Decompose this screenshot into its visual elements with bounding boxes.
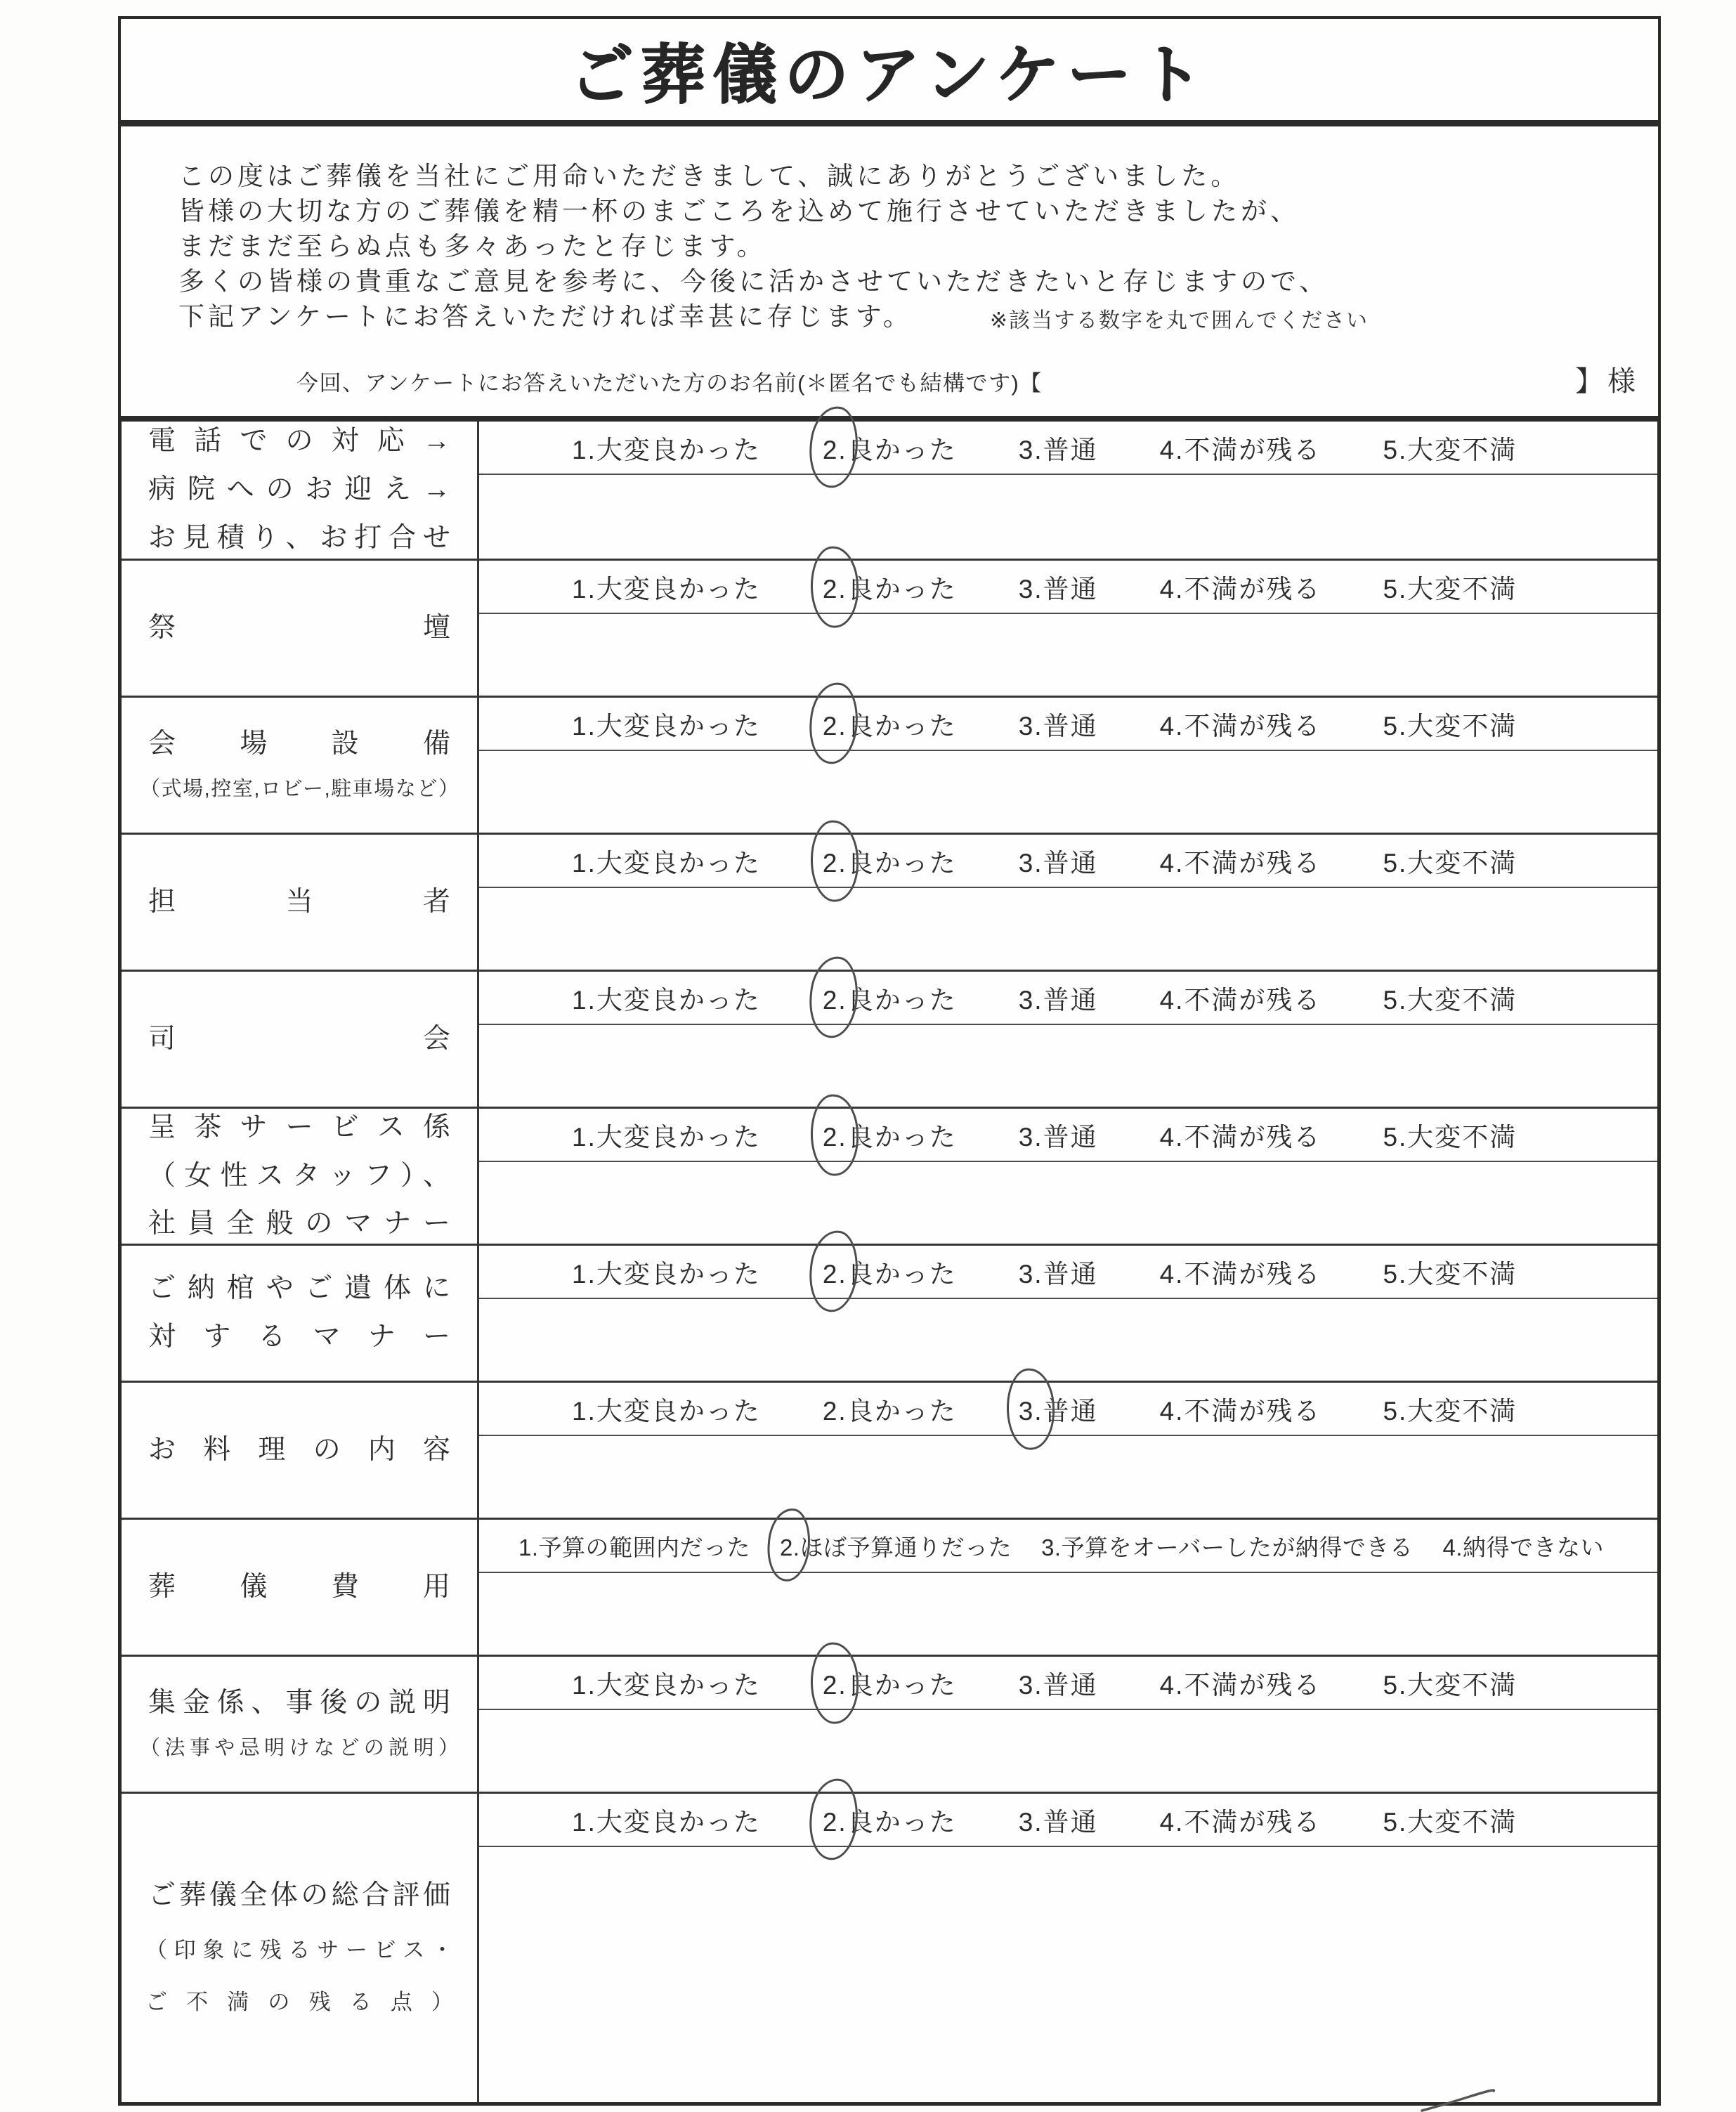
option-number: 2. xyxy=(823,712,847,741)
answer-cell xyxy=(479,1520,1657,1655)
rating-option: 3.普通 xyxy=(1018,1808,1098,1837)
options-row xyxy=(479,561,1657,613)
option-number: 2. xyxy=(823,1671,847,1700)
options-row xyxy=(479,1246,1657,1298)
row-label-line: お見積り、お打合せ xyxy=(148,522,450,553)
rating-option: 3.普通 xyxy=(1018,1260,1098,1289)
row-label-subline: （法事や忌明けなどの説明） xyxy=(140,1736,459,1759)
comment-area xyxy=(479,887,1657,970)
comment-area xyxy=(479,1298,1657,1381)
row-label-line: ご葬儀全体の総合評価 xyxy=(148,1879,450,1910)
row-label-cell xyxy=(122,1794,479,2102)
option-number: 2. xyxy=(823,1260,847,1289)
row-label-cell xyxy=(122,698,479,833)
row-label-line: （女性スタッフ）、 xyxy=(148,1160,450,1191)
survey-table xyxy=(118,418,1661,2106)
rating-option: 5.大変不満 xyxy=(1383,986,1518,1015)
survey-row xyxy=(122,1107,1657,1244)
rating-option: 3. 普通 xyxy=(1019,1390,1098,1428)
answer-cell xyxy=(479,698,1657,833)
rating-option: 4.不満が残る xyxy=(1159,849,1321,878)
rating-option: 3.普通 xyxy=(1018,575,1098,604)
option-number: 2. xyxy=(823,1123,847,1152)
row-label-cell xyxy=(122,1109,479,1244)
rating-option: 4.不満が残る xyxy=(1159,1808,1321,1837)
row-label-line: お料理の内容 xyxy=(148,1434,450,1465)
page-title: ご葬儀のアンケート xyxy=(568,39,1210,111)
option-number: 2. xyxy=(823,575,847,604)
answer-cell xyxy=(479,1383,1657,1518)
rating-option: 2. 良かった xyxy=(823,979,957,1017)
rating-option: 3.普通 xyxy=(1018,986,1098,1015)
rating-option: 4.不満が残る xyxy=(1159,436,1321,464)
rating-option: 1.大変良かった xyxy=(572,849,761,878)
survey-row xyxy=(122,1381,1657,1518)
rating-option: 2.良かった xyxy=(822,1397,957,1426)
option-number: 2. xyxy=(823,1808,847,1837)
rating-option: 4.不満が残る xyxy=(1159,1397,1321,1426)
comment-area xyxy=(479,1161,1657,1244)
comment-area xyxy=(479,474,1657,559)
survey-row xyxy=(122,559,1657,696)
intro-box xyxy=(118,124,1661,418)
comment-area xyxy=(479,613,1657,696)
rating-option: 2. 良かった xyxy=(823,1801,957,1839)
option-number: 3. xyxy=(1019,1397,1043,1426)
intro-line: 多くの皆様の貴重なご意見を参考に、今後に活かさせていただきたいと存じますので、 xyxy=(178,267,1329,296)
row-label-line: 会場設備 xyxy=(148,728,450,759)
rating-option: 4.不満が残る xyxy=(1159,986,1321,1015)
answer-cell xyxy=(479,835,1657,970)
rating-option: 4.不満が残る xyxy=(1159,1671,1321,1700)
survey-row xyxy=(122,1792,1657,2102)
rating-option: 3.普通 xyxy=(1018,712,1098,741)
options-row xyxy=(479,972,1657,1024)
rating-option: 3.普通 xyxy=(1018,849,1098,878)
rating-option: 5.大変不満 xyxy=(1383,1260,1518,1289)
row-label-line: 呈茶サービス係 xyxy=(148,1112,450,1142)
survey-row xyxy=(122,1244,1657,1381)
rating-option: 3.普通 xyxy=(1018,436,1098,464)
rating-option: 5.大変不満 xyxy=(1383,575,1518,604)
intro-line: この度はご葬儀を当社にご用命いただきまして、誠にありがとうございました。 xyxy=(178,162,1241,190)
options-row xyxy=(479,1657,1657,1709)
rating-option: 1.大変良かった xyxy=(572,436,761,464)
rating-option: 2. 良かった xyxy=(823,1253,957,1291)
intro-line-text: 下記アンケートにお答えいただければ幸甚に存じます。 xyxy=(178,302,913,331)
survey-row xyxy=(122,696,1657,833)
intro-line: 皆様の大切な方のご葬儀を精一杯のまごころを込めて施行させていただきましたが、 xyxy=(178,197,1300,226)
rating-option: 1.大変良かった xyxy=(572,1808,761,1837)
comment-area xyxy=(479,1024,1657,1107)
comment-area xyxy=(479,750,1657,833)
answer-cell xyxy=(479,1794,1657,2102)
rating-option: 1.大変良かった xyxy=(572,575,761,604)
intro-line: まだまだ至らぬ点も多々あったと存じます。 xyxy=(178,232,766,261)
row-label-line: 葬儀費用 xyxy=(148,1571,450,1602)
answer-cell xyxy=(479,422,1657,559)
options-row xyxy=(479,698,1657,750)
survey-row xyxy=(122,1655,1657,1792)
rating-option: 5.大変不満 xyxy=(1383,1123,1518,1152)
row-label-line: 祭壇 xyxy=(148,612,450,643)
comment-area xyxy=(479,1572,1657,1655)
answer-cell xyxy=(479,1109,1657,1244)
rating-option: 1.大変良かった xyxy=(572,986,761,1015)
title-box xyxy=(118,16,1661,124)
rating-option: 4.不満が残る xyxy=(1159,1123,1321,1152)
rating-option: 4.不満が残る xyxy=(1159,575,1321,604)
rating-option: 2. 良かった xyxy=(823,429,957,467)
rating-option: 5.大変不満 xyxy=(1383,712,1518,741)
row-label-cell xyxy=(122,1520,479,1655)
row-label-cell xyxy=(122,1246,479,1381)
row-label-cell xyxy=(122,972,479,1107)
rating-option: 3.普通 xyxy=(1018,1671,1098,1700)
rating-option: 3.普通 xyxy=(1018,1123,1098,1152)
rating-option: 1.大変良かった xyxy=(572,1397,761,1426)
rating-option: 1.予算の範囲内だった xyxy=(518,1534,751,1560)
circle-instruction-note: ※該当する数字を丸で囲んでください xyxy=(989,309,1369,332)
rating-option: 3.予算をオーバーしたが納得できる xyxy=(1041,1534,1414,1560)
row-label-cell xyxy=(122,1383,479,1518)
answer-cell xyxy=(479,1657,1657,1792)
rating-option: 5.大変不満 xyxy=(1383,1808,1518,1837)
row-label-subline: （式場,控室,ロビー,駐車場など） xyxy=(140,777,459,800)
rating-option: 5.大変不満 xyxy=(1383,1397,1518,1426)
option-number: 2. xyxy=(780,1534,800,1561)
options-row xyxy=(479,1794,1657,1846)
name-prompt: 今回、アンケートにお答えいただいた方のお名前(＊匿名でも結構です)【 xyxy=(296,371,1043,396)
option-number: 2. xyxy=(823,849,847,878)
rating-option: 4.納得できない xyxy=(1442,1534,1604,1560)
name-closing-bracket: 】様 xyxy=(1575,366,1640,397)
options-row xyxy=(479,835,1657,887)
row-label-line: 集金係、事後の説明 xyxy=(148,1687,450,1718)
rating-option: 5.大変不満 xyxy=(1383,436,1518,464)
row-label-cell xyxy=(122,835,479,970)
rating-option: 2. 良かった xyxy=(823,1116,957,1154)
rating-option: 2. 良かった xyxy=(823,1664,957,1702)
row-label-line: 担当者 xyxy=(148,886,450,917)
row-label-cell xyxy=(122,1657,479,1792)
rating-option: 2. 良かった xyxy=(823,705,957,743)
comment-area xyxy=(479,1846,1657,2102)
options-row xyxy=(479,422,1657,474)
row-label-line: 電話での対応→ xyxy=(148,426,450,457)
rating-option: 4.不満が残る xyxy=(1159,712,1321,741)
options-row xyxy=(479,1383,1657,1435)
comment-area xyxy=(479,1435,1657,1518)
option-number: 2. xyxy=(823,986,847,1015)
row-label-line: 病院へのお迎え→ xyxy=(148,474,450,505)
survey-row xyxy=(122,833,1657,970)
row-label-line: 社員全般のマナー xyxy=(148,1208,450,1239)
rating-option: 4.不満が残る xyxy=(1159,1260,1321,1289)
answer-cell xyxy=(479,972,1657,1107)
intro-line xyxy=(178,299,1644,337)
stray-pen-mark xyxy=(1419,2088,1496,2112)
row-label-line: 司会 xyxy=(148,1023,450,1054)
rating-option: 2. 良かった xyxy=(823,842,957,880)
row-label-cell xyxy=(122,422,479,559)
options-row xyxy=(479,1520,1657,1572)
rating-option: 5.大変不満 xyxy=(1383,1671,1518,1700)
rating-option: 5.大変不満 xyxy=(1383,849,1518,878)
rating-option: 2. ほぼ予算通りだった xyxy=(780,1530,1012,1563)
row-label-line: 対するマナー xyxy=(148,1322,450,1352)
comment-area xyxy=(479,1709,1657,1792)
survey-row xyxy=(122,422,1657,559)
survey-row xyxy=(122,1518,1657,1655)
answer-cell xyxy=(479,1246,1657,1381)
row-label-subline: ご不満の残る点） xyxy=(145,1989,453,2014)
rating-option: 1.大変良かった xyxy=(572,712,761,741)
paper-sheet xyxy=(118,16,1661,2106)
answer-cell xyxy=(479,561,1657,696)
option-number: 2. xyxy=(823,436,847,465)
options-row xyxy=(479,1109,1657,1161)
rating-option: 2. 良かった xyxy=(823,568,957,606)
row-label-line: ご納棺やご遺体に xyxy=(148,1273,450,1304)
rating-option: 1.大変良かった xyxy=(572,1671,761,1700)
row-label-cell xyxy=(122,561,479,696)
survey-row xyxy=(122,970,1657,1107)
row-label-subline: （印象に残るサービス・ xyxy=(145,1937,453,1962)
respondent-name-line xyxy=(178,359,1644,399)
rating-option: 1.大変良かった xyxy=(572,1123,761,1152)
rating-option: 1.大変良かった xyxy=(572,1260,761,1289)
